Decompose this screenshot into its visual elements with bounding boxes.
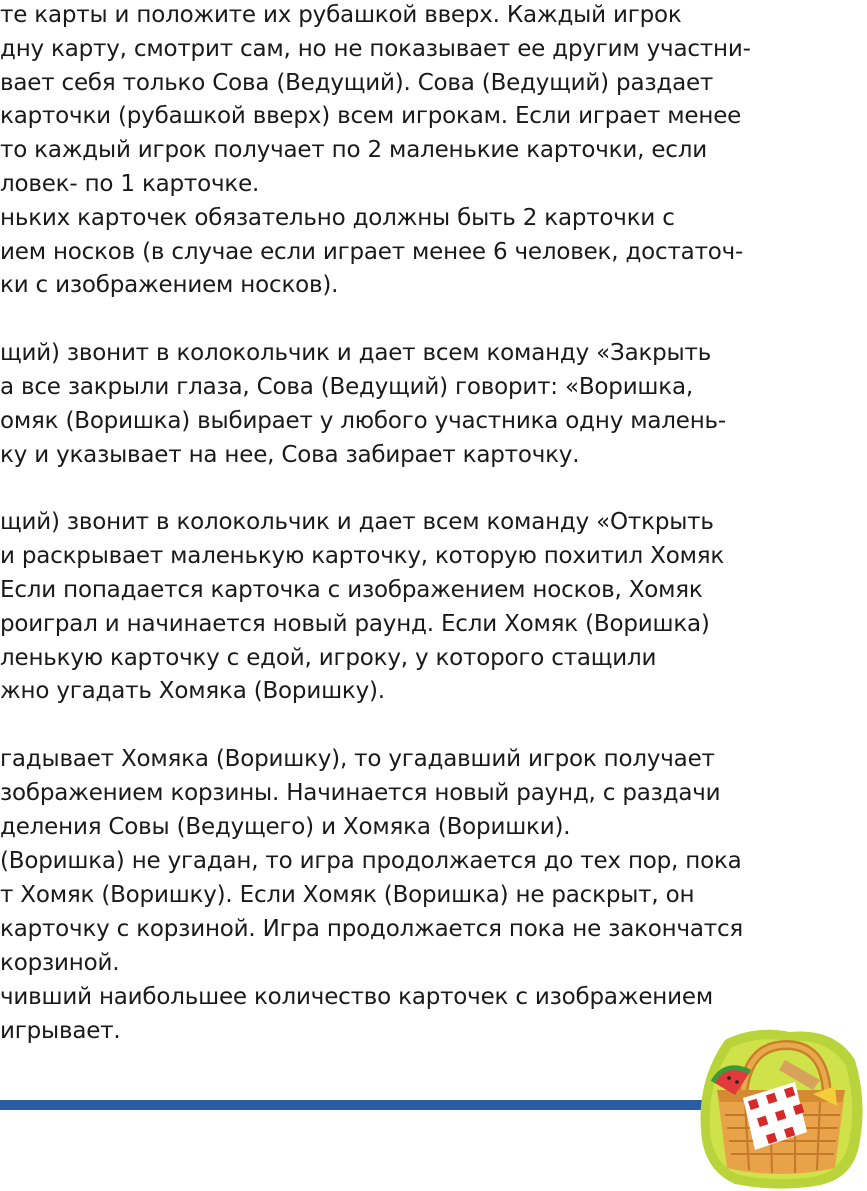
- text-line: игрывает.: [0, 1018, 121, 1044]
- text-line: то каждый игрок получает по 2 маленькие карточки, если: [0, 137, 707, 163]
- text-line: а все закрыли глаза, Сова (Ведущий) говорит: «Воришка,: [0, 374, 693, 400]
- text-line: жно угадать Хомяка (Воришку).: [0, 678, 385, 704]
- text-line: те карты и положите их рубашкой вверх. Каждый игрок: [0, 2, 682, 28]
- text-line: ньких карточек обязательно должны быть 2 карточки с: [0, 205, 675, 231]
- text-line: ку и указывает на нее, Сова забирает карточку.: [0, 442, 580, 468]
- text-line: и раскрывает маленькую карточку, которую похитил Хомяк: [0, 543, 725, 569]
- picnic-basket-icon: [695, 1020, 867, 1191]
- text-line: деления Совы (Ведущего) и Хомяка (Воришки).: [0, 814, 571, 840]
- text-line: вает себя только Сова (Ведущий). Сова (Ведущий) раздает: [0, 70, 714, 96]
- text-line: т Хомяк (Воришку). Если Хомяк (Воришка) не раскрыт, он: [0, 882, 695, 908]
- text-line: ловек- по 1 карточке.: [0, 171, 260, 197]
- text-line: роиграл и начинается новый раунд. Если Хомяк (Воришка): [0, 611, 710, 637]
- text-line: дну карту, смотрит сам, но не показывает ее другим участни-: [0, 36, 751, 62]
- text-line: чивший наибольшее количество карточек с изображением: [0, 984, 713, 1010]
- text-line: карточки (рубашкой вверх) всем игрокам. Если играет менее: [0, 103, 742, 129]
- text-line: (Воришка) не угадан, то игра продолжается до тех пор, пока: [0, 848, 742, 874]
- text-line: ием носков (в случае если играет менее 6 человек, достаточ-: [0, 239, 744, 265]
- text-line: ки с изображением носков).: [0, 272, 339, 298]
- text-line: карточку с корзиной. Игра продолжается пока не закончатся: [0, 916, 744, 942]
- text-line: зображением корзины. Начинается новый раунд, с раздачи: [0, 780, 721, 806]
- text-line: омяк (Воришка) выбирает у любого участника одну малень-: [0, 408, 726, 434]
- text-line: гадывает Хомяка (Воришку), то угадавший игрок получает: [0, 746, 715, 772]
- text-line: Если попадается карточка с изображением носков, Хомяк: [0, 577, 703, 603]
- text-line: щий) звонит в колокольчик и дает всем команду «Открыть: [0, 509, 714, 535]
- text-line: корзиной.: [0, 950, 120, 976]
- footer-rule: [0, 1100, 740, 1110]
- text-line: щий) звонит в колокольчик и дает всем команду «Закрыть: [0, 340, 712, 366]
- text-line: ленькую карточку с едой, игроку, у которого стащили: [0, 645, 657, 671]
